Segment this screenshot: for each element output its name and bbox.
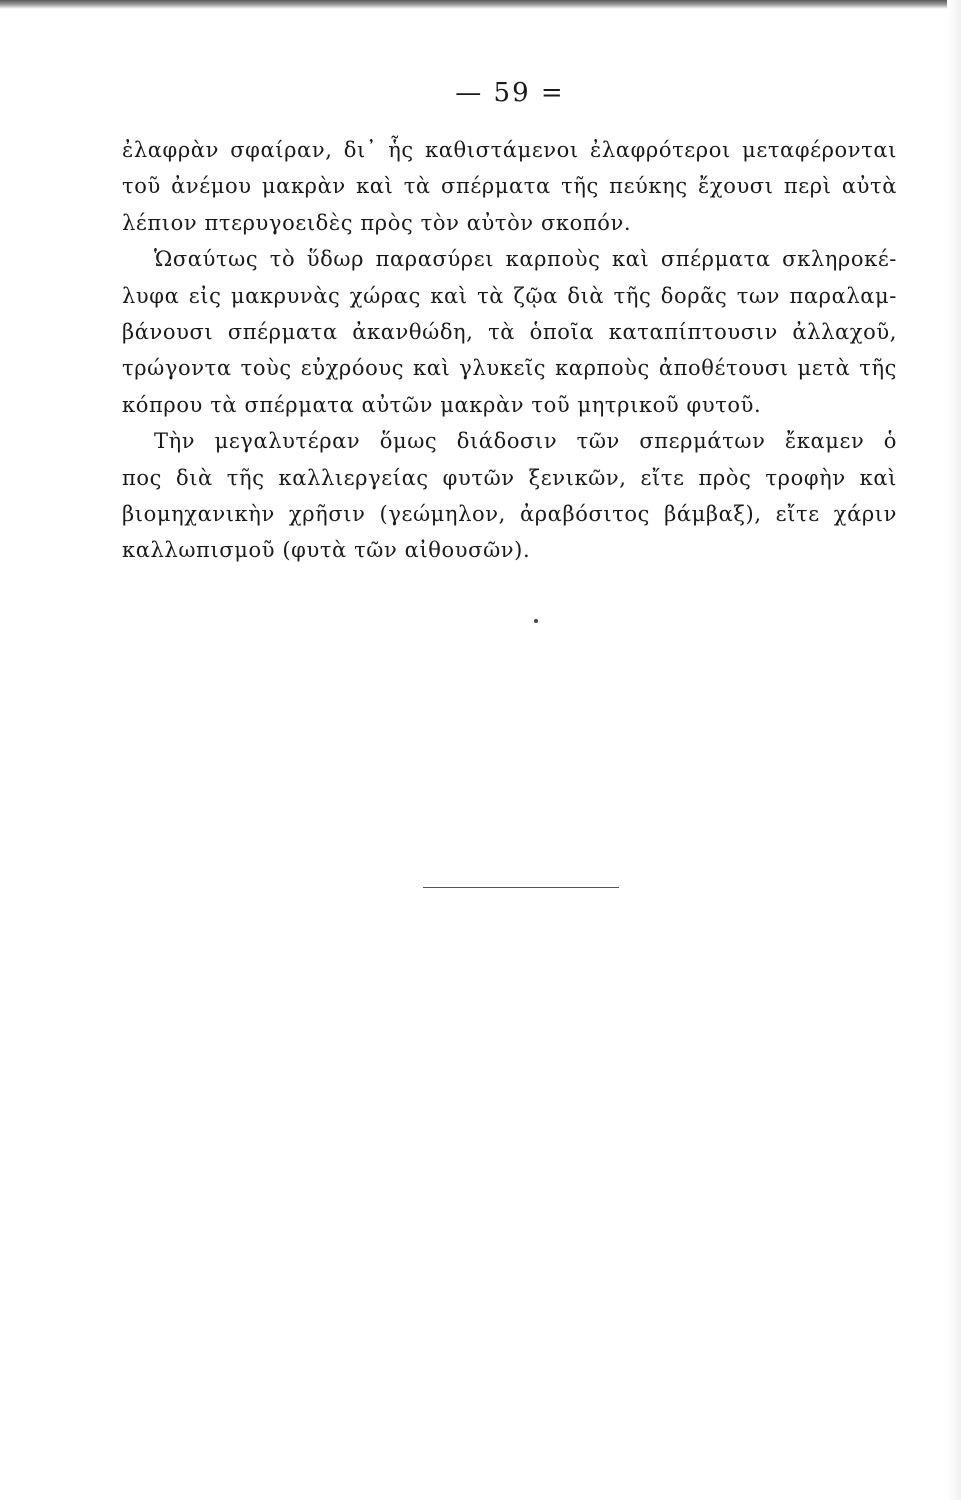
text-line-12: καλλωπισμοῦ (φυτὰ τῶν αἰθουσῶν). (122, 538, 531, 563)
scan-speck (534, 619, 538, 623)
scan-top-edge (0, 0, 961, 9)
text-line-2: τοῦ ἀνέμου μακρὰν καὶ τὰ σπέρματα τῆς πεύκης ἔχουσι περὶ αὐτὰ (122, 174, 897, 199)
text-line-3: λέπιον πτερυγοειδὲς πρὸς τὸν αὐτὸν σκοπόν. (122, 210, 632, 235)
body-text (122, 132, 897, 569)
text-line-6: βάνουσι σπέρματα ἀκανθώδη, τὰ ὁποῖα καταπίπτουσιν ἀλλαχοῦ, (122, 319, 897, 344)
text-line-11: βιομηχανικὴν χρῆσιν (γεώμηλον, ἀραβόσιτος βάμβαξ), εἴτε χάριν (122, 501, 897, 526)
text-line-5: λυφα εἰς μακρυνὰς χώρας καὶ τὰ ζῷα διὰ τῆς δορᾶς των παραλαμ- (122, 283, 897, 308)
text-line-1: ἐλαφρὰν σφαίραν, δι᾽ ἧς καθιστάμενοι ἐλαφρότεροι μεταφέρονται (122, 138, 897, 162)
horizontal-rule (423, 887, 619, 888)
page-number: — 59 = (455, 78, 565, 108)
text-line-10: πος διὰ τῆς καλλιεργείας φυτῶν ξενικῶν, εἴτε πρὸς τροφὴν καὶ (122, 465, 897, 490)
scan-right-edge (947, 0, 961, 1500)
text-line-4: Ὡσαύτως τὸ ὕδωρ παρασύρει καρποὺς καὶ σπέρματα σκληροκέ- (154, 247, 897, 272)
text-line-9: Τὴν μεγαλυτέραν ὅμως διάδοσιν τῶν σπερμάτων ἔκαμεν ὁ (154, 429, 897, 454)
text-line-8: κόπρου τὰ σπέρματα αὐτῶν μακρὰν τοῦ μητρικοῦ φυτοῦ. (122, 392, 762, 417)
text-line-7: τρώγοντα τοὺς εὐχρόους καὶ γλυκεῖς καρποὺς ἀποθέτουσι μετὰ τῆς (122, 356, 897, 381)
